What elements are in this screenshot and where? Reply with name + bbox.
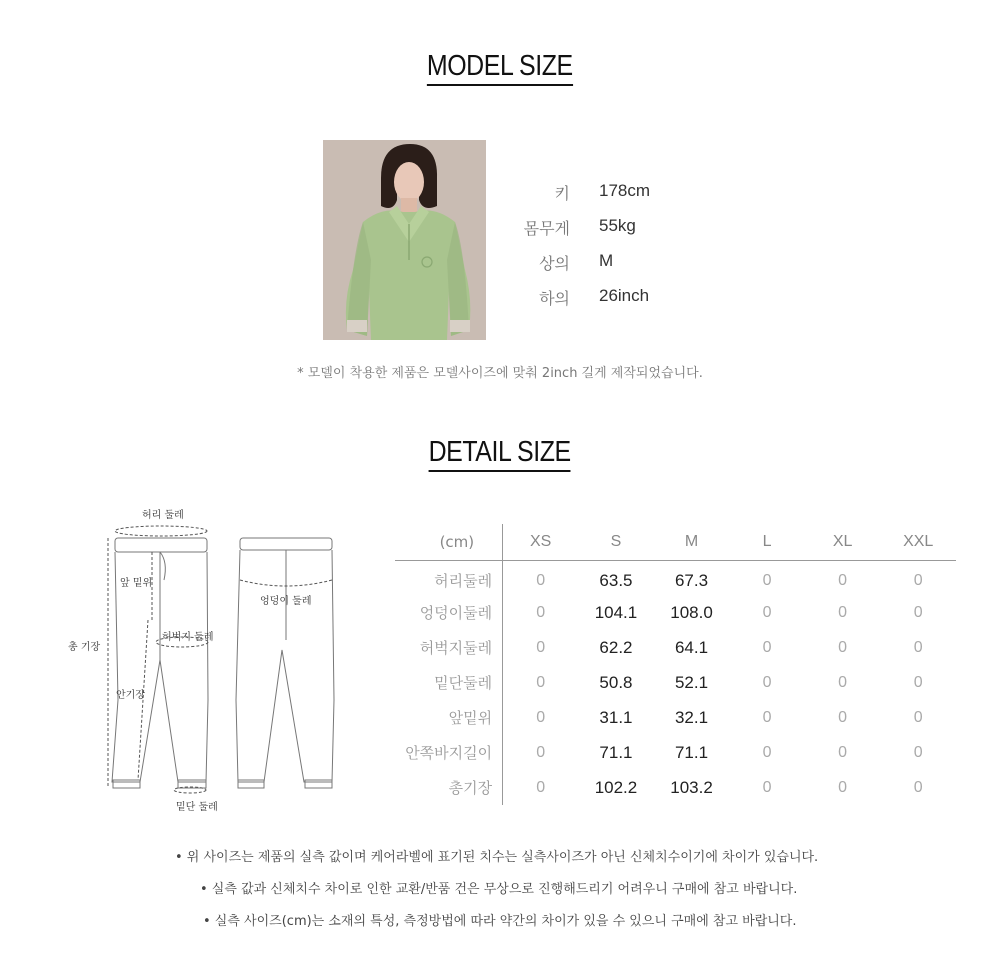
size-header: M <box>654 524 730 560</box>
table-cell: 50.8 <box>599 672 633 692</box>
table-cell: 71.1 <box>674 742 709 762</box>
table-cell: 0 <box>913 673 923 691</box>
size-header: XXL <box>880 524 956 560</box>
row-label: 총기장 <box>395 770 503 805</box>
pants-measurement-diagram <box>60 500 360 820</box>
spec-label: 몸무게 <box>523 219 570 238</box>
label-hem: 밑단 둘레 <box>176 802 218 813</box>
table-cell: 64.1 <box>674 637 709 657</box>
table-cell: 0 <box>913 778 923 796</box>
model-photo <box>323 140 486 340</box>
label-front-rise: 앞 밑위 <box>120 578 153 589</box>
table-cell: 0 <box>838 708 848 726</box>
spec-label: 상의 <box>539 254 570 273</box>
table-cell: 102.2 <box>594 777 638 797</box>
table-cell: 0 <box>536 571 546 589</box>
spec-value: M <box>599 251 614 270</box>
table-cell: 0 <box>838 673 848 691</box>
label-thigh: 허벅지 둘레 <box>162 632 214 643</box>
table-cell: 0 <box>838 743 848 761</box>
note-item: • 실측 값과 신체치수 차이로 인한 교환/반품 건은 무상으로 진행해드리기 어려우니 구매에 참고 바랍니다. <box>200 882 798 897</box>
label-waist: 허리 둘레 <box>142 510 184 521</box>
table-cell: 0 <box>913 743 923 761</box>
table-cell: 0 <box>913 571 923 589</box>
size-header: L <box>729 524 805 560</box>
table-cell: 0 <box>536 778 546 796</box>
spec-row-bottom <box>490 286 690 316</box>
table-cell: 0 <box>913 708 923 726</box>
table-cell: 0 <box>913 603 923 621</box>
table-row <box>395 735 956 770</box>
spec-value: 178cm <box>599 181 651 200</box>
label-total-length: 총 기장 <box>68 642 101 653</box>
size-header: S <box>578 524 654 560</box>
size-header-row <box>395 524 956 560</box>
table-row <box>395 595 956 630</box>
table-row <box>395 630 956 665</box>
table-cell: 0 <box>762 708 772 726</box>
spec-value: 55kg <box>599 216 636 235</box>
row-label: 엉덩이둘레 <box>395 595 503 630</box>
spec-value: 26inch <box>599 286 650 305</box>
table-cell: 104.1 <box>594 602 638 622</box>
table-cell: 0 <box>762 673 772 691</box>
table-cell: 52.1 <box>674 672 709 692</box>
table-cell: 62.2 <box>599 637 633 657</box>
row-label: 안쪽바지길이 <box>395 735 503 770</box>
table-row <box>395 700 956 735</box>
table-row <box>395 770 956 805</box>
table-cell: 0 <box>762 603 772 621</box>
size-table <box>395 524 956 805</box>
label-inseam: 안기장 <box>116 690 145 701</box>
table-cell: 0 <box>536 708 546 726</box>
table-cell: 71.1 <box>599 742 633 762</box>
table-cell: 31.1 <box>599 707 633 727</box>
table-cell: 0 <box>536 603 546 621</box>
table-cell: 0 <box>838 638 848 656</box>
spec-row-top <box>490 251 690 281</box>
row-label: 밑단둘레 <box>395 665 503 700</box>
table-cell: 108.0 <box>670 602 713 622</box>
row-label: 앞밑위 <box>395 700 503 735</box>
table-cell: 0 <box>913 638 923 656</box>
table-row <box>395 560 956 595</box>
unit-header: (cm) <box>395 524 503 560</box>
table-cell: 0 <box>536 638 546 656</box>
table-cell: 67.3 <box>674 570 709 590</box>
table-cell: 0 <box>762 571 772 589</box>
table-cell: 32.1 <box>674 707 709 727</box>
model-size-title: MODEL SIZE <box>0 50 1000 86</box>
row-label: 허벅지둘레 <box>395 630 503 665</box>
table-cell: 103.2 <box>670 777 713 797</box>
model-note: * 모델이 착용한 제품은 모델사이즈에 맞춰 2inch 길게 제작되었습니다. <box>297 366 703 381</box>
spec-label: 키 <box>554 184 570 203</box>
table-cell: 63.5 <box>599 570 633 590</box>
table-cell: 0 <box>762 743 772 761</box>
size-header: XL <box>805 524 881 560</box>
spec-label: 하의 <box>539 289 570 308</box>
note-item: • 위 사이즈는 제품의 실측 값이며 케어라벨에 표기된 치수는 실측사이즈가 아닌 신체치수이기에 차이가 있습니다. <box>175 850 819 865</box>
spec-row-height <box>490 181 690 211</box>
table-row <box>395 665 956 700</box>
table-cell: 0 <box>838 571 848 589</box>
note-item: • 실측 사이즈(cm)는 소재의 특성, 측정방법에 따라 약간의 차이가 있을 수 있으니 구매에 참고 바랍니다. <box>203 914 797 929</box>
table-cell: 0 <box>536 743 546 761</box>
spec-row-weight <box>490 216 690 246</box>
size-header: XS <box>503 524 579 560</box>
table-cell: 0 <box>838 778 848 796</box>
table-cell: 0 <box>762 778 772 796</box>
table-cell: 0 <box>838 603 848 621</box>
detail-size-title: DETAIL SIZE <box>0 436 1000 472</box>
label-hip: 엉덩이 둘레 <box>260 596 312 607</box>
row-label: 허리둘레 <box>395 560 503 595</box>
pants-outline-illustration <box>60 500 360 820</box>
table-cell: 0 <box>762 638 772 656</box>
table-cell: 0 <box>536 673 546 691</box>
